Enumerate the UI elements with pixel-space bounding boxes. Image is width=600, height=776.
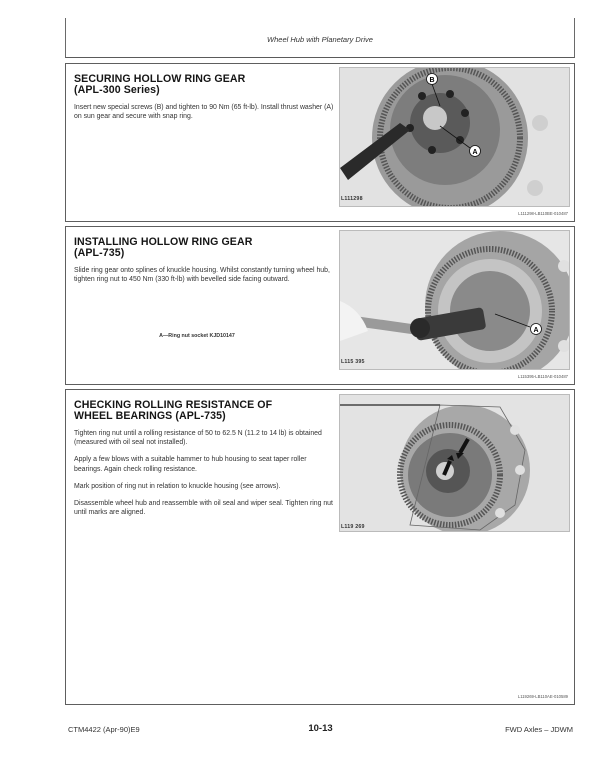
paragraph: Tighten ring nut until a rolling resistance of 50 to 62.5 N (11.2 to 14 lb) is obtained (measured with oil seal not installed). — [74, 430, 322, 447]
callout-a: A — [472, 149, 478, 156]
section-text — [74, 400, 336, 525]
section-checking-rolling-resistance — [65, 389, 575, 705]
paragraph: Slide ring gear onto splines of knuckle housing. Whilst constantly turning wheel hub, tighten ring nut to 450 Nm (330 ft-lb) with bevelled side facing outward. — [74, 267, 330, 284]
section-body — [74, 429, 336, 517]
section-title — [74, 237, 336, 259]
reference-code: L115395-LB110AE-010487 — [517, 374, 568, 379]
paragraph: Apply a few blows with a suitable hammer to hub housing to seat taper roller bearings. Again check rolling resistance. — [74, 456, 307, 473]
title-line-1: INSTALLING HOLLOW RING GEAR — [74, 236, 253, 248]
page-footer — [68, 723, 573, 737]
rolling-resistance-illustration — [340, 395, 570, 532]
paragraph: Insert new special screws (B) and tighten to 90 Nm (65 ft-lb). Install thrust washer (A) on sun gear and secure with snap ring. — [74, 104, 334, 121]
photo-ring-gear-screws — [339, 67, 570, 207]
photo-rolling-resistance-check — [339, 394, 570, 532]
section-text — [74, 74, 336, 129]
header-title: Wheel Hub with Planetary Drive — [267, 35, 373, 44]
callout-a: A — [533, 327, 539, 334]
paragraph: Disassemble wheel hub and reassemble with oil seal and wiper seal. Tighten ring nut until marks are aligned. — [74, 500, 333, 517]
title-line-1: SECURING HOLLOW RING GEAR — [74, 73, 246, 85]
photo-ring-nut-tightening — [339, 230, 570, 370]
paragraph: Mark position of ring nut in relation to knuckle housing (see arrows). — [74, 482, 281, 490]
section-body — [74, 103, 336, 121]
legend-ring-nut-socket: A—Ring nut socket KJD10147 — [159, 333, 235, 339]
section-title — [74, 74, 336, 96]
section-installing-ring-gear — [65, 226, 575, 385]
title-line-2: WHEEL BEARINGS (APL-735) — [74, 410, 226, 422]
page-header — [65, 18, 575, 58]
title-line-1: CHECKING ROLLING RESISTANCE OF — [74, 399, 273, 411]
section-body — [74, 266, 336, 284]
document-code: CTM4422 (Apr-90)E9 — [68, 725, 140, 734]
manual-section: FWD Axles – JDWM — [505, 725, 573, 734]
ring-nut-illustration — [340, 231, 570, 370]
title-line-2: (APL-735) — [74, 247, 125, 259]
figure-label: L119 269 — [341, 524, 365, 530]
title-line-2: (APL-300 Series) — [74, 84, 160, 96]
reference-code: L119269-LB110AE-010589 — [517, 694, 568, 699]
figure-label: L111298 — [341, 196, 363, 202]
figure-label: L115 395 — [341, 359, 365, 365]
page-number: 10-13 — [308, 723, 333, 734]
ring-gear-illustration — [340, 68, 570, 207]
reference-code: L111298-LB110BE-010487 — [518, 211, 568, 216]
section-securing-ring-gear — [65, 63, 575, 222]
callout-b: B — [429, 77, 435, 84]
section-text — [74, 237, 336, 292]
section-title — [74, 400, 336, 422]
